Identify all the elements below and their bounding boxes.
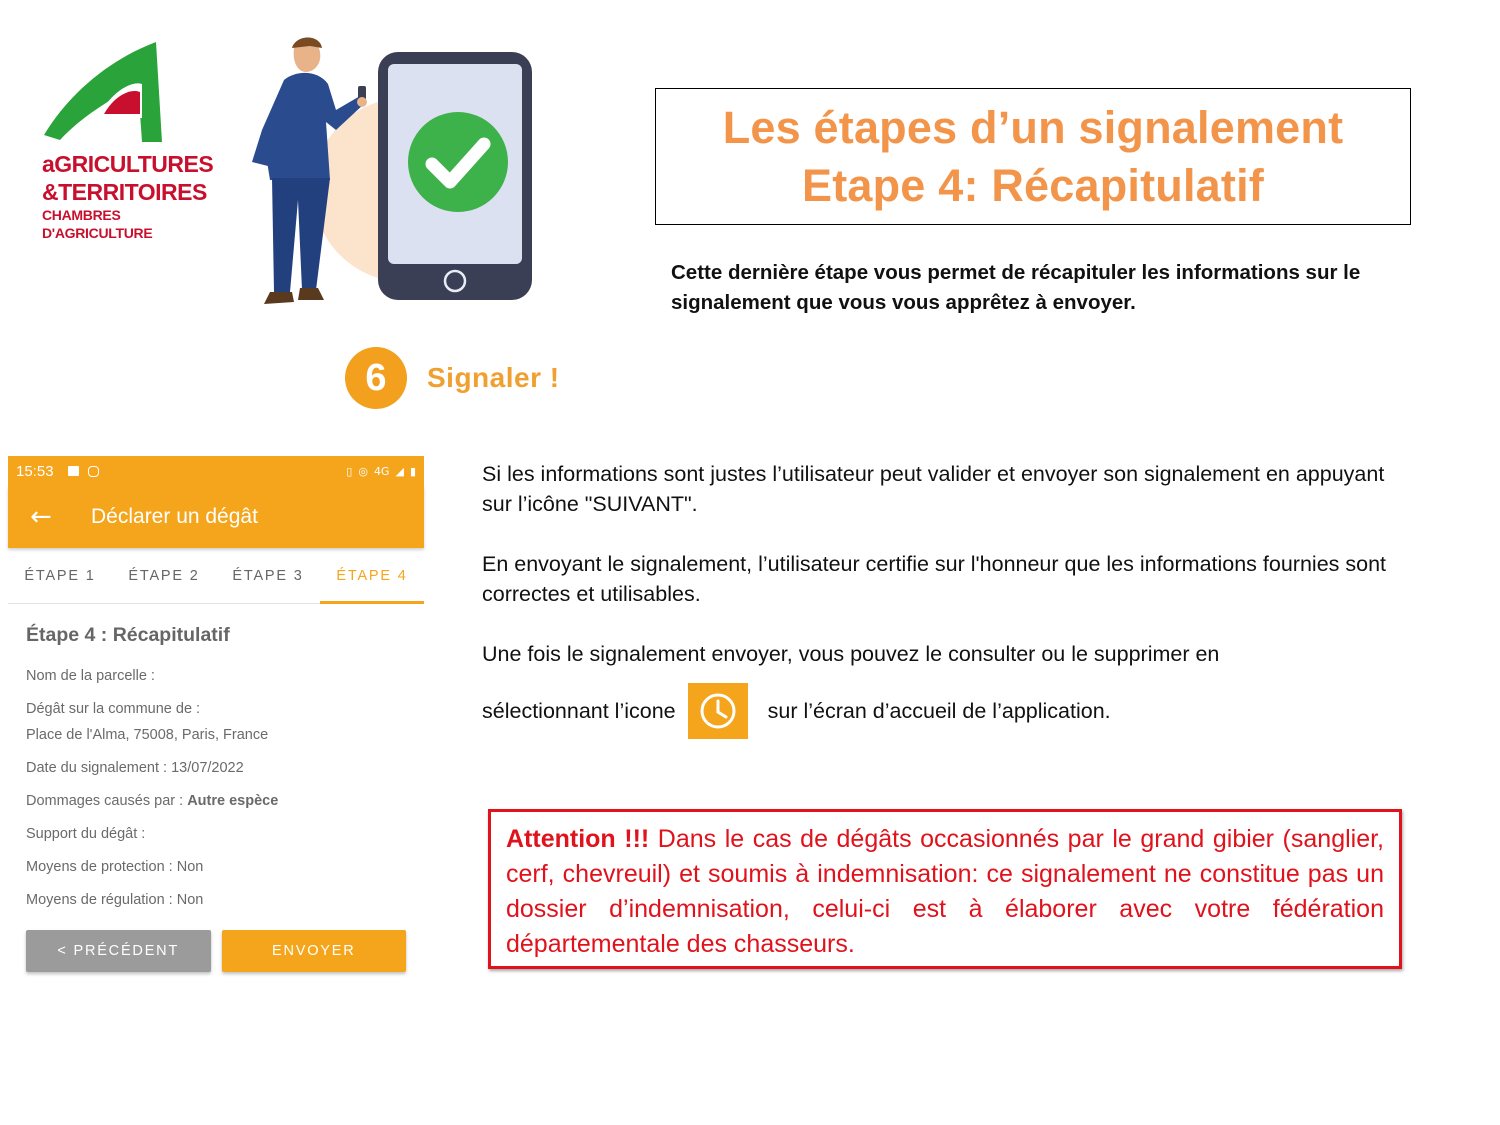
back-arrow-icon[interactable]: ← — [30, 502, 52, 532]
regulation-label: Moyens de régulation : — [26, 892, 173, 908]
logo-line1: GRICULTURES — [54, 151, 214, 177]
warning-box — [488, 809, 1402, 969]
warning-body: Dans le cas de dégâts occasionnés par le grand gibier (sanglier, cerf, chevreuil) et soumis à indemnisation: ce signalement ne constitue pas un dossier d’indemnisation, celui-ci est à élaborer avec votre fédération départementale des chasseurs. — [506, 825, 1384, 958]
logo-line2: &TERRITOIRES — [42, 179, 207, 205]
regulation-value: Non — [176, 892, 204, 908]
dommages-label: Dommages causés par : — [26, 793, 184, 809]
intro-text: Cette dernière étape vous permet de récapituler les informations sur le signalement que vous vous apprêtez à envoyer. — [671, 261, 1361, 314]
recap-heading: Étape 4 : Récapitulatif — [26, 624, 230, 646]
protection-value: Non — [176, 859, 204, 875]
hotspot-icon: ◎ — [358, 464, 368, 478]
icon-line-before: sélectionnant l’icone — [482, 698, 676, 723]
logo-line3: CHAMBRES D'AGRICULTURE — [42, 207, 153, 241]
status-time: 15:53 — [16, 462, 54, 480]
title-box — [655, 88, 1411, 225]
row-protection — [26, 858, 406, 877]
row-parcelle — [26, 667, 406, 686]
protection-label: Moyens de protection : — [26, 859, 173, 875]
title-line-1: Les étapes d’un signalement — [722, 101, 1344, 153]
recap-content — [8, 604, 424, 972]
logo-letter-a: a — [42, 151, 55, 177]
warning-text — [506, 822, 1384, 962]
row-support — [26, 825, 406, 844]
row-date — [26, 759, 406, 778]
vibrate-icon: ▯ — [346, 464, 353, 478]
step-label: Signaler ! — [427, 362, 560, 393]
step-number: 6 — [345, 347, 407, 409]
battery-icon: ▮ — [409, 464, 416, 478]
check-circle — [408, 112, 508, 212]
previous-button[interactable]: < PRÉCÉDENT — [26, 930, 211, 972]
support-label: Support du dégât : — [26, 826, 146, 842]
paragraph-validate: Si les informations sont justes l’utilisateur peut valider et envoyer son signalement en appuyant sur l’icône "SUIVANT". — [482, 462, 1385, 516]
app-screenshot — [8, 456, 424, 996]
instagram-icon — [88, 466, 99, 477]
app-title: Déclarer un dégât — [91, 505, 258, 528]
tab-etape-1[interactable]: ÉTAPE 1 — [24, 567, 96, 584]
signal-icon: ◢ — [395, 464, 404, 478]
network-label: 4G — [373, 464, 390, 478]
step-tabs — [8, 548, 424, 604]
app-bar — [8, 486, 424, 548]
chambres-agriculture-logo — [30, 40, 230, 241]
title-line-2: Etape 4: Récapitulatif — [801, 159, 1264, 211]
recap-buttons — [26, 930, 406, 972]
icon-line-after: sur l’écran d’accueil de l’application. — [767, 698, 1111, 723]
row-regulation — [26, 891, 406, 910]
tab-etape-2[interactable]: ÉTAPE 2 — [128, 567, 200, 584]
history-clock-icon — [688, 683, 748, 739]
paragraph-certify: En envoyant le signalement, l’utilisateur certifie sur l'honneur que les informations fournies sont correctes et utilisables. — [482, 552, 1387, 606]
status-bar — [8, 456, 424, 486]
row-commune — [26, 700, 406, 745]
gallery-icon — [68, 466, 79, 476]
logo-a-mark — [38, 40, 168, 148]
commune-label: Dégât sur la commune de : — [26, 701, 201, 717]
step-badge — [345, 347, 560, 409]
commune-value: Place de l'Alma, 75008, Paris, France — [26, 727, 269, 743]
man-with-phone-illustration — [240, 30, 550, 315]
send-button[interactable]: ENVOYER — [222, 930, 407, 972]
dommages-value: Autre espèce — [187, 793, 279, 809]
paragraph-consult: Une fois le signalement envoyer, vous pouvez le consulter ou le supprimer en — [482, 642, 1220, 666]
row-dommages — [26, 792, 406, 811]
parcelle-label: Nom de la parcelle : — [26, 668, 155, 684]
warning-strong: Attention !!! — [506, 825, 650, 853]
tab-etape-3[interactable]: ÉTAPE 3 — [232, 567, 304, 584]
tab-etape-4[interactable]: ÉTAPE 4 — [320, 548, 424, 603]
paragraph-icon-line — [482, 683, 1111, 739]
date-label: Date du signalement : — [26, 760, 168, 776]
date-value: 13/07/2022 — [171, 760, 244, 776]
